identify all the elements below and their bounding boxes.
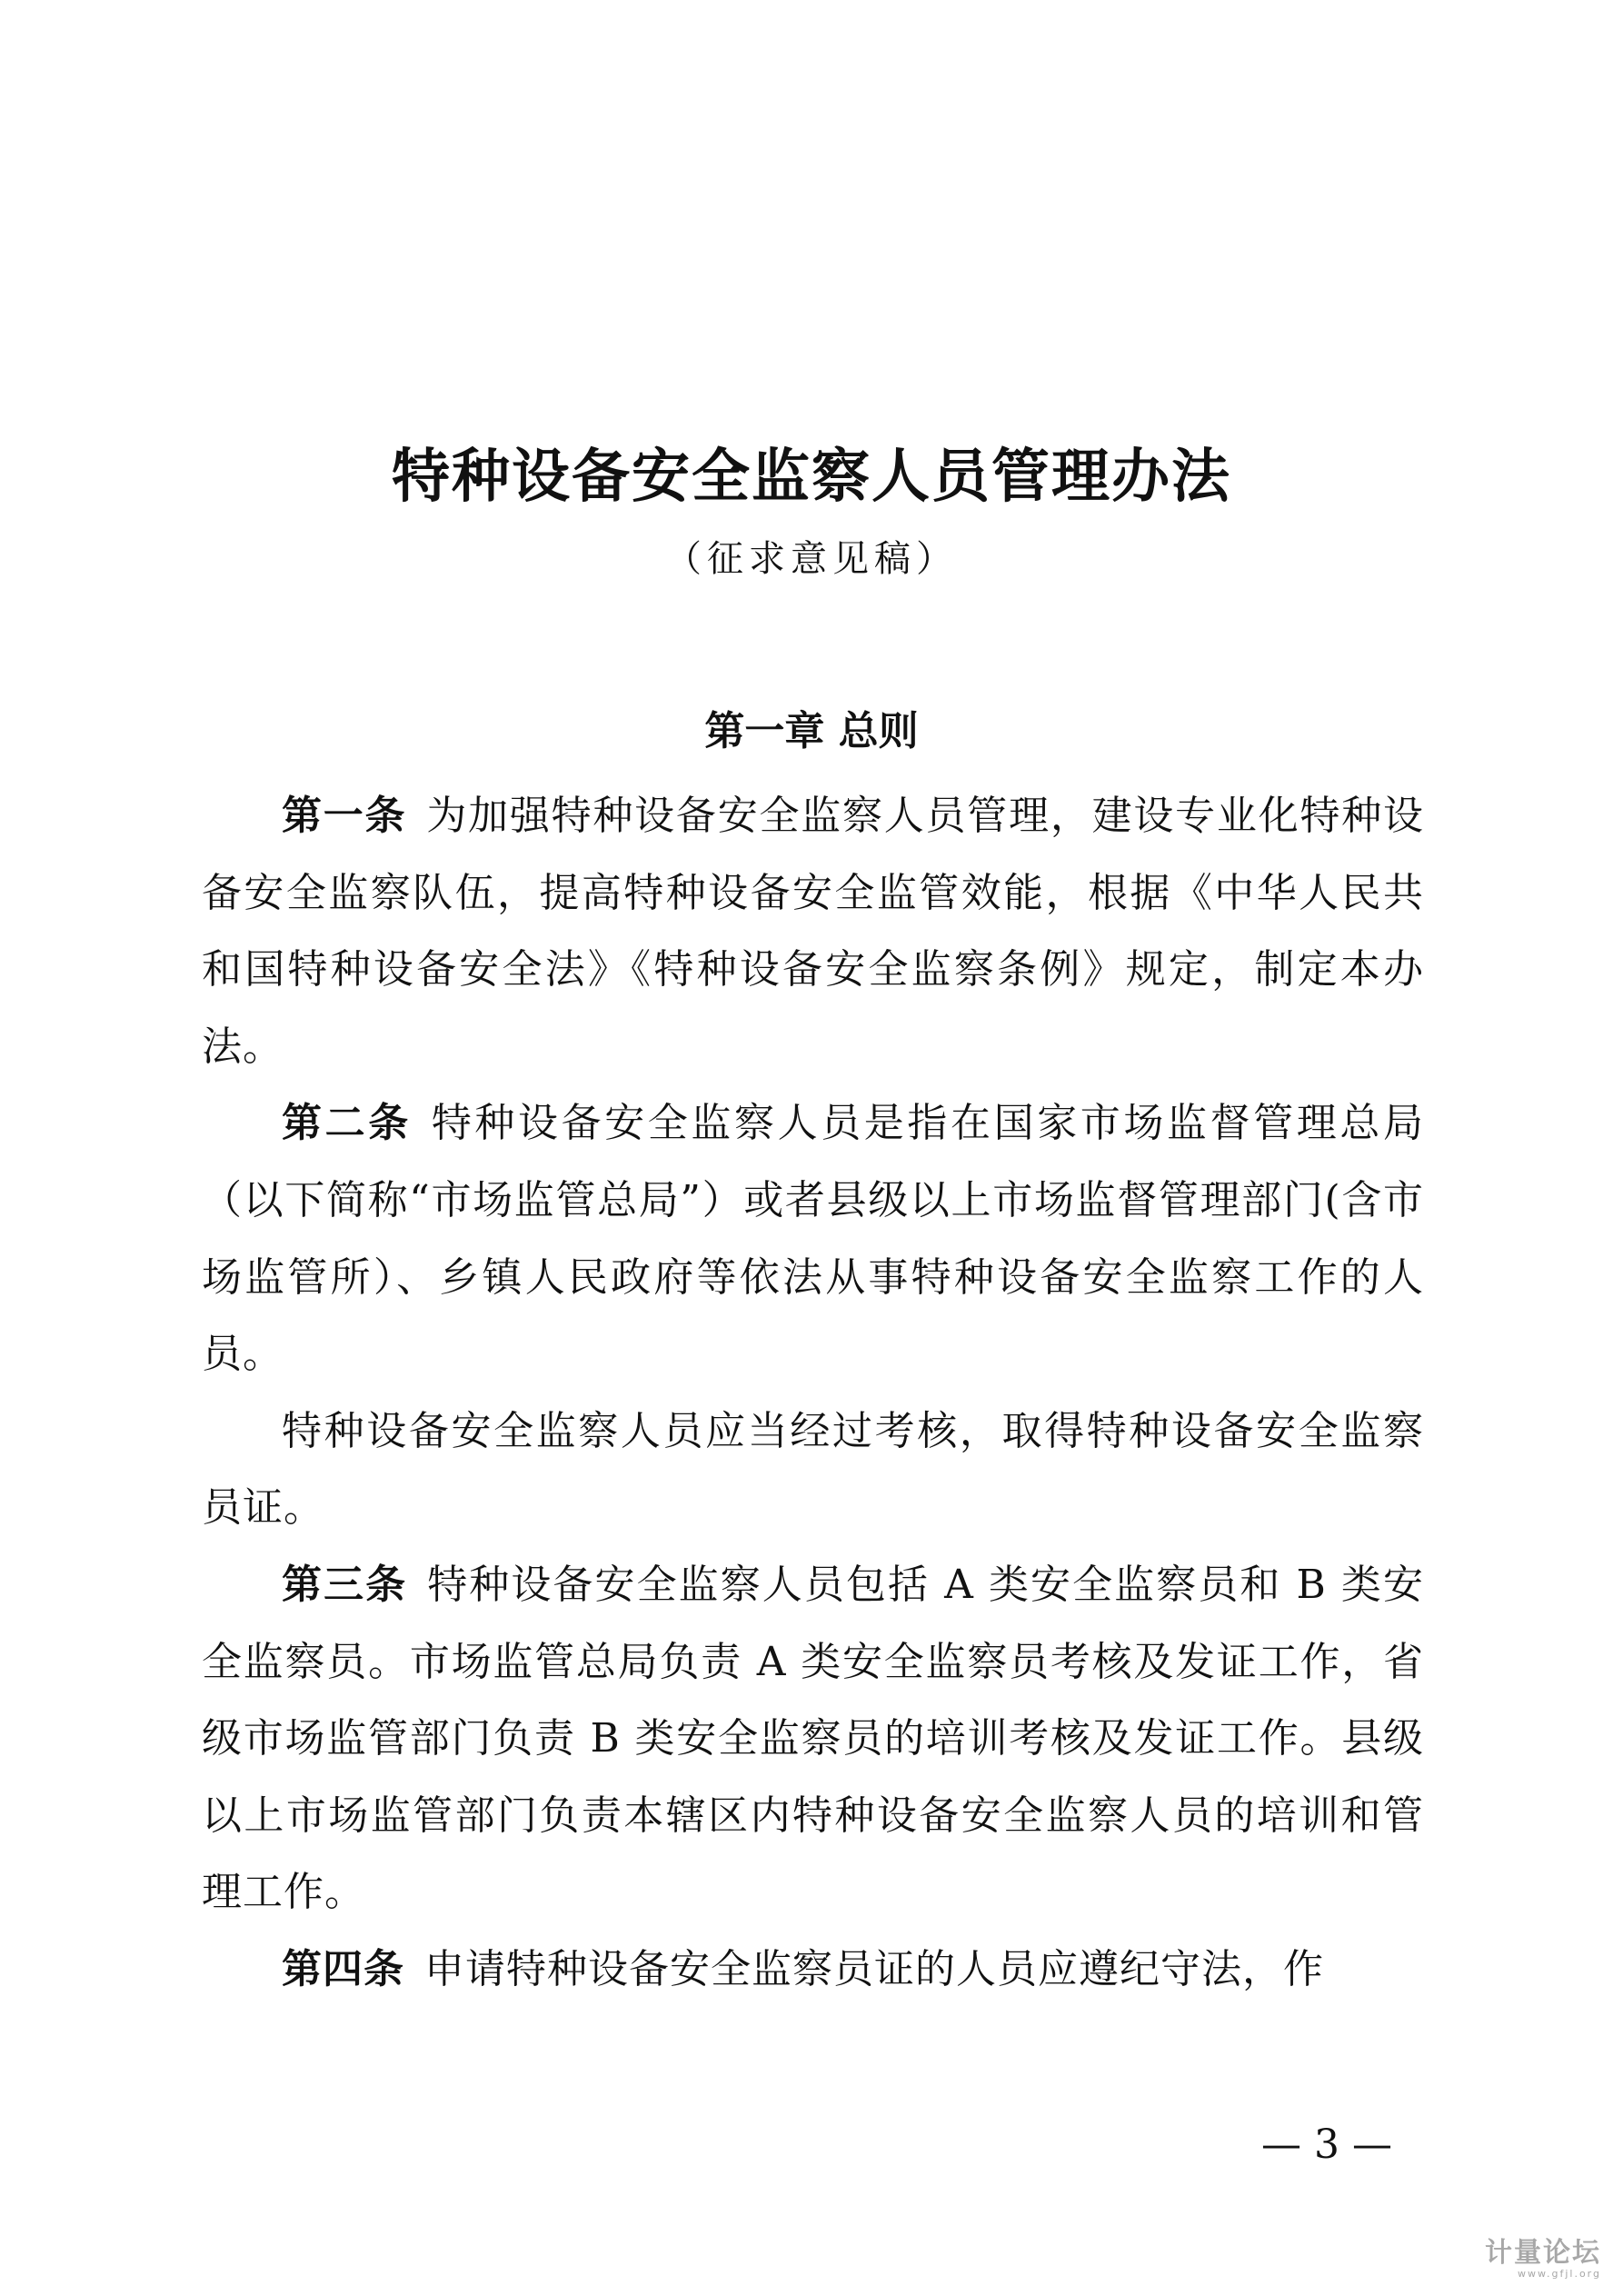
article-text: 申请特种设备安全监察员证的人员应遵纪守法，作 bbox=[424, 1945, 1324, 1992]
article-number: 第二条 bbox=[282, 1100, 412, 1147]
article-paragraph bbox=[202, 778, 1424, 1085]
article-number: 第四条 bbox=[282, 1945, 404, 1992]
watermark-text: 计量论坛 bbox=[1485, 2237, 1601, 2269]
article-text: 特种设备安全监察人员是指在国家市场监督管理总局（以下简称“市场监管总局”）或者县级以上市场监督管理部门(含市场监管所）、乡镇人民政府等依法从事特种设备安全监察工作的人员。 bbox=[202, 1100, 1425, 1378]
article-paragraph bbox=[202, 1932, 1424, 2009]
article-text: 为加强特种设备安全监察人员管理，建设专业化特种设备安全监察队伍，提高特种设备安全监管效能，根据《中华人民共和国特种设备安全法》《特种设备安全监察条例》规定，制定本办法。 bbox=[202, 793, 1425, 1070]
document-body bbox=[202, 778, 1424, 2009]
continuation-paragraph bbox=[202, 1393, 1424, 1547]
article-number: 第三条 bbox=[282, 1561, 408, 1608]
article-paragraph bbox=[202, 1085, 1424, 1393]
article-number: 第一条 bbox=[282, 793, 407, 839]
article-text: 特种设备安全监察人员包括 A 类安全监察员和 B 类安全监察员。市场监管总局负责 A 类安全监察员考核及发证工作，省级市场监管部门负责 B 类安全监察员的培训考核及发证工作。县级以上市场监管部门负责本辖区内特种设备安全监察人员的培训和管理工作。 bbox=[202, 1561, 1424, 1916]
watermark-url: www.gfjl.org bbox=[1518, 2268, 1601, 2280]
article-paragraph bbox=[202, 1547, 1424, 1932]
chapter-heading: 第一章 总则 bbox=[704, 708, 919, 754]
article-text: 特种设备安全监察人员应当经过考核，取得特种设备安全监察员证。 bbox=[202, 1407, 1424, 1532]
page-number: — 3 — bbox=[1261, 2121, 1392, 2168]
document-title: 特种设备安全监察人员管理办法 bbox=[392, 444, 1231, 511]
document-subtitle: （征求意见稿） bbox=[665, 538, 958, 580]
watermark-logo bbox=[1485, 2238, 1601, 2280]
